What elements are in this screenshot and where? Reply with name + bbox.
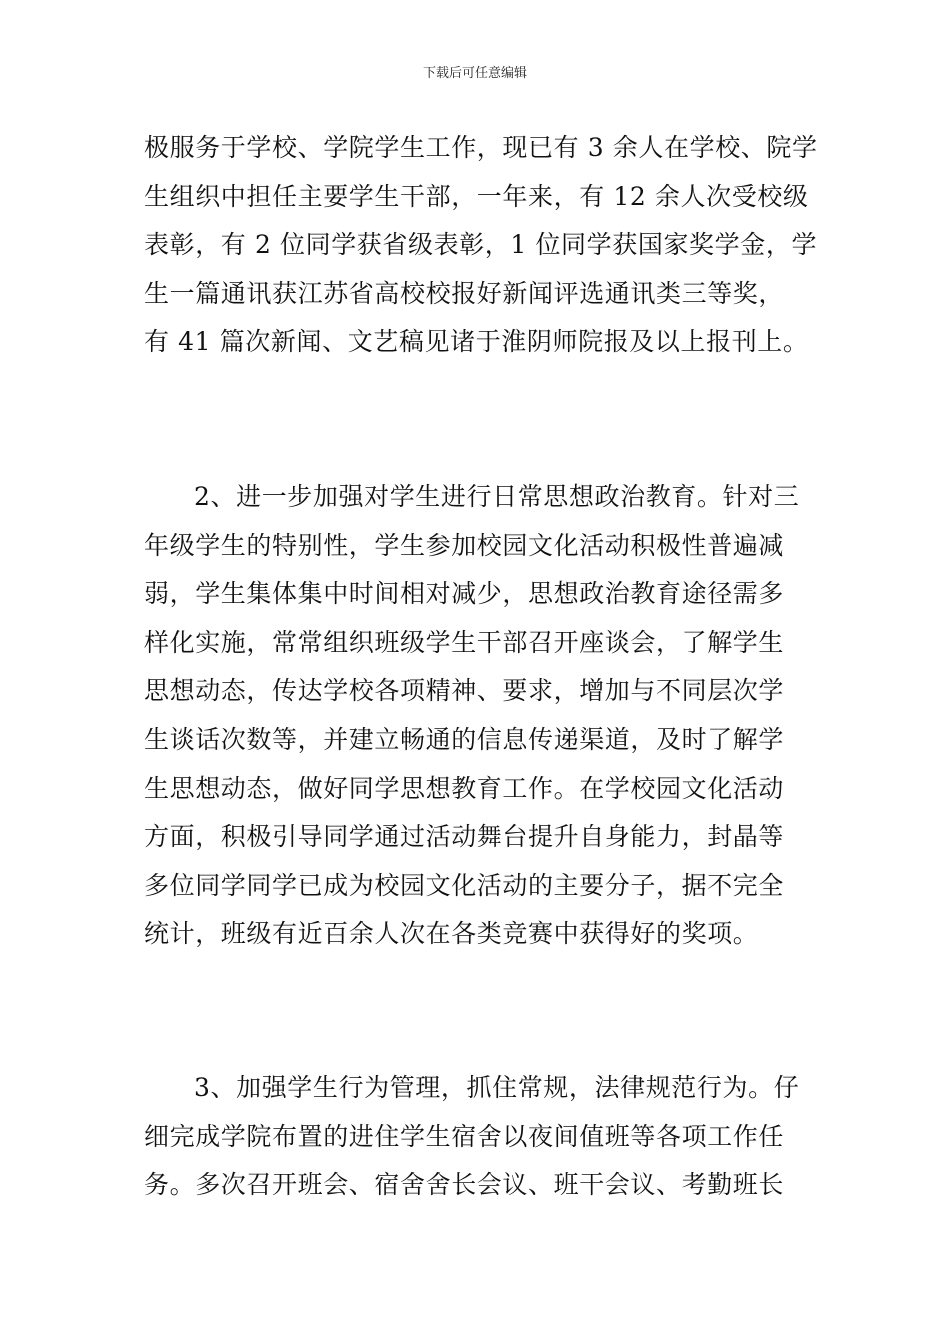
paragraph-line: 生一篇通讯获江苏省高校校报好新闻评选通讯类三等奖， xyxy=(144,278,785,308)
paragraph-line: 表彰，有 2 位同学获省级表彰，1 位同学获国家奖学金，学 xyxy=(144,230,818,260)
paragraph-line: 有 41 篇次新闻、文艺稿见诸于淮阴师院报及以上报刊上。 xyxy=(144,327,809,357)
paragraph-2 xyxy=(144,473,808,959)
paragraph-line: 生谈话次数等，并建立畅通的信息传递渠道，及时了解学 xyxy=(144,724,785,754)
paragraph-line: 极服务于学校、学院学生工作，现已有 3 余人在学校、院学 xyxy=(144,133,818,162)
paragraph-1 xyxy=(144,124,818,367)
page-header: 下载后可任意编辑 xyxy=(422,66,527,81)
paragraph-line: 方面，积极引导同学通过活动舞台提升自身能力，封晶等 xyxy=(144,822,785,852)
paragraph-line: 弱，学生集体集中时间相对减少，思想政治教育途径需多 xyxy=(144,579,785,609)
paragraph-line: 务。多次召开班会、宿舍舍长会议、班干会议、考勤班长 xyxy=(144,1170,785,1200)
paragraph-line: 年级学生的特别性，学生参加校园文化活动积极性普遍减 xyxy=(144,530,785,560)
paragraph-line: 统计，班级有近百余人次在各类竞赛中获得好的奖项。 xyxy=(144,919,759,949)
paragraph-line: 细完成学院布置的进住学生宿舍以夜间值班等各项工作任 xyxy=(144,1121,785,1151)
paragraph-line: 多位同学同学已成为校园文化活动的主要分子，据不完全 xyxy=(144,870,785,900)
paragraph-line: 生组织中担任主要学生干部，一年来，有 12 余人次受校级 xyxy=(144,181,809,211)
paragraph-line: 生思想动态，做好同学思想教育工作。在学校园文化活动 xyxy=(144,773,785,803)
paragraph-line: 思想动态，传达学校各项精神、要求，增加与不同层次学 xyxy=(144,676,785,706)
paragraph-line: 3、加强学生行为管理，抓住常规，法律规范行为。仔 xyxy=(194,1073,800,1102)
paragraph-line: 样化实施，常常组织班级学生干部召开座谈会，了解学生 xyxy=(144,627,785,657)
paragraph-3 xyxy=(144,1064,808,1210)
paragraph-line: 2、进一步加强对学生进行日常思想政治教育。针对三 xyxy=(194,482,800,511)
